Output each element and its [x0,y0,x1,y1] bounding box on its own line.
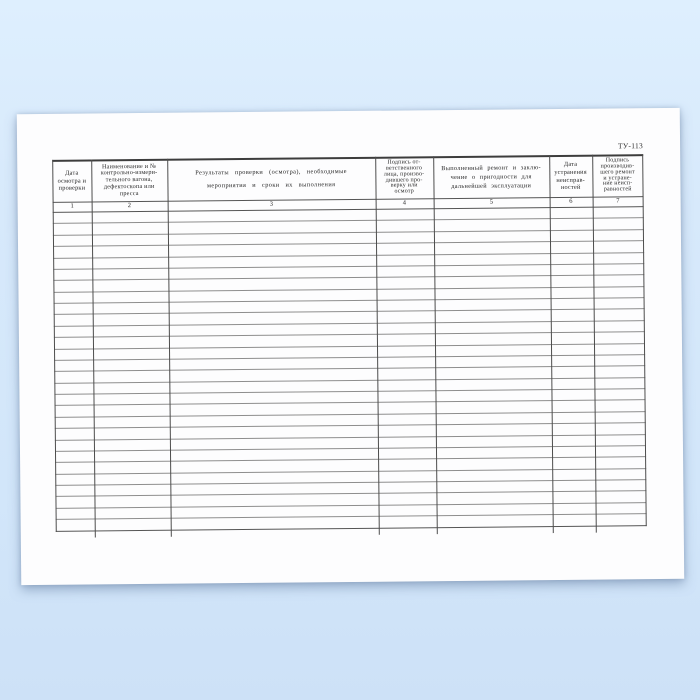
table-cell [92,269,168,280]
table-cell [434,288,551,299]
table-cell [435,379,552,390]
header-line: неисправ- [556,176,585,184]
table-body [53,207,647,531]
table-cell [550,253,593,264]
table-cell [54,394,93,405]
table-cell [436,458,553,469]
table-cell [93,371,169,382]
table-cell [93,360,169,371]
table-cell [94,439,170,450]
table-cell [433,219,550,230]
table-cell [94,496,170,507]
table-cell [93,382,169,393]
table-cell [593,332,645,343]
table-cell [55,485,94,496]
table-cell [434,322,551,333]
table-cell [56,508,95,519]
table-cell [434,299,551,310]
table-cell [168,312,377,324]
table-cell [94,428,170,439]
table-cell [594,401,646,412]
table-cell [594,412,646,423]
table-cell [168,335,377,347]
header-line: ние неисп- [602,180,633,187]
table-cell [170,460,379,472]
table-cell [435,436,552,447]
table-cell [55,417,94,428]
table-cell [95,519,171,530]
table-cell [92,212,168,223]
table-cell [550,265,593,276]
table-cell [170,517,379,529]
table-cell [435,413,552,424]
table-cell [592,219,644,230]
table-cell [92,291,168,302]
column-header-1 [52,161,91,201]
table-cell [593,275,645,286]
table-cell [55,463,94,474]
column-number-2: 2 [127,202,132,210]
table-cell [377,312,435,323]
column-number-3: 3 [269,200,274,209]
header-line: ветственного [385,164,423,172]
table-cell [551,344,594,355]
column-number-7: 7 [616,197,620,205]
header-line: осмотра и [57,177,87,185]
table-cell [376,277,434,288]
table-cell [436,504,553,515]
table-cell [378,448,436,459]
table-cell [377,300,435,311]
table-cell [168,244,377,256]
table-cell [170,494,379,506]
table-cell [53,258,92,269]
table-cell [593,298,645,309]
table-cell [552,435,595,446]
table-cell [377,334,435,345]
table-cell [378,459,436,470]
header-line: равностей [603,186,632,193]
table-cell [377,368,435,379]
table-cell [551,356,594,367]
table-cell [435,401,552,412]
table-cell [550,219,593,230]
table-cell [94,405,170,416]
table-cell [551,390,594,401]
table-cell [92,223,168,234]
table-cell [552,469,595,480]
table-cell [594,366,646,377]
table-cell [169,358,378,370]
header-line: Результаты проверки (осмотра), необходимые [195,168,347,177]
table-cell [552,447,595,458]
column-number-4: 4 [402,199,407,207]
column-number-5: 5 [489,198,494,206]
table-cell [379,505,437,516]
header-line: пресса [119,189,139,197]
table-cell [53,247,92,258]
table-cell [94,416,170,427]
table-cell [436,481,553,492]
table-cell [378,403,436,414]
header-line: устранения [554,168,587,176]
table-cell [433,208,550,219]
table-cell [54,360,93,371]
table-cell [594,378,646,389]
table-cell [551,310,594,321]
header-line: чение о пригодности для [450,173,532,181]
table-cell [551,367,594,378]
column-header-4 [375,158,433,199]
table-cell [55,474,94,485]
table-cell [434,333,551,344]
column-number-6: 6 [569,198,573,206]
header-line: дальнейшей эксплуатации [451,182,532,191]
table-cell [594,389,646,400]
table-cell [168,255,377,267]
table-cell [434,254,551,265]
table-cell [378,414,436,425]
header-line: тельного вагона, [105,175,153,184]
table-cell [53,281,92,292]
table-cell [169,369,378,381]
table-cell [593,344,645,355]
table-cell [435,424,552,435]
table-cell [168,267,377,279]
table-cell [378,437,436,448]
header-line: осмотр [394,188,415,195]
table-cell [94,485,170,496]
table-cell [167,233,376,245]
column-number-1: 1 [70,202,74,210]
header-line: верку или [390,182,418,190]
header-line: и устране- [603,174,632,182]
header-line: Дата [65,169,79,178]
table-cell [435,447,552,458]
table-cell [54,383,93,394]
table-cell [54,326,93,337]
table-cell [552,458,595,469]
table-cell [92,280,168,291]
table-cell [379,516,437,527]
table-cell [168,289,377,301]
header-line: Выполненный ремонт и заклю- [441,163,541,172]
table-cell [95,507,171,518]
table-cell [55,429,94,440]
header-line: Подпись [605,157,630,164]
table-cell [169,449,378,461]
column-header-7 [592,156,644,196]
column-header-6 [549,156,592,196]
table-cell [377,323,435,334]
table-cell [593,310,645,321]
table-cell [594,355,646,366]
table-cell [92,246,168,257]
inspection-table [52,154,647,532]
table-cell [167,221,376,233]
table-cell [55,497,94,508]
table-cell [550,287,593,298]
table-cell [169,426,378,438]
table-cell [169,403,378,415]
table-cell [93,303,169,314]
table-cell [93,394,169,405]
table-cell [168,278,377,290]
table-header-row [52,154,643,203]
column-header-3 [167,158,376,200]
table-cell [93,348,169,359]
table-cell [434,310,551,321]
form-code-label: ТУ-113 [617,141,644,151]
table-cell [170,483,379,495]
table-cell [168,323,377,335]
table-cell [376,243,434,254]
table-cell [593,287,645,298]
table-cell [376,232,434,243]
table-cell [376,209,434,220]
table-cell [376,289,434,300]
table-cell [552,401,595,412]
table-cell [378,494,436,505]
table-cell [593,241,645,252]
table-cell [170,505,379,517]
table-cell [551,378,594,389]
table-cell [593,321,645,332]
table-cell [54,338,93,349]
column-header-5 [433,157,550,198]
table-cell [552,492,595,503]
header-line: мероприятия и сроки их выполнения [206,180,336,189]
header-line: дефектоскопа или [103,182,155,191]
header-line: лица, произво- [383,170,425,178]
header-line: контрольно-измери- [100,169,158,177]
table-cell [92,235,168,246]
header-line: дившего про- [385,176,423,184]
table-cell [53,224,92,235]
table-cell [435,356,552,367]
table-cell [169,414,378,426]
table-cell [552,424,595,435]
table-cell [93,337,169,348]
table-cell [435,367,552,378]
table-cell [593,253,645,264]
table-cell [553,515,596,526]
table-cell [378,482,436,493]
table-cell [376,221,434,232]
table-cell [169,380,378,392]
header-line: Дата [563,161,578,169]
header-line: Наименование и № [101,162,157,170]
table-cell [378,425,436,436]
table-cell [434,265,551,276]
table-cell [377,391,435,402]
table-cell [553,503,596,514]
header-line: шего ремонт [600,168,635,176]
table-cell [594,423,646,434]
table-cell [55,440,94,451]
table-cell [168,301,377,313]
table-cell [594,446,646,457]
table-cell [435,390,552,401]
table-cell [378,471,436,482]
table-cell [54,372,93,383]
header-line: производив- [600,162,635,170]
table-cell [436,515,553,526]
table-cell [93,314,169,325]
table-cell [550,276,593,287]
table-cell [94,473,170,484]
table-cell [551,333,594,344]
table-cell [376,266,434,277]
table-cell [170,471,379,483]
table-cell [550,230,593,241]
table-cell [550,208,593,219]
table-cell [551,321,594,332]
table-cell [552,412,595,423]
journal-page [17,108,684,585]
table-cell [595,503,647,514]
table-cell [377,357,435,368]
table-cell [169,437,378,449]
table-cell [595,457,647,468]
table-cell [593,264,645,275]
table-cell [377,346,435,357]
table-cell [54,315,93,326]
table-cell [595,492,647,503]
table-cell [551,299,594,310]
table-cell [55,451,94,462]
table-cell [434,276,551,287]
table-cell [594,435,646,446]
table-cell [94,451,170,462]
header-line: Подпись от- [387,159,421,166]
table-cell [592,207,644,218]
table-cell [55,406,94,417]
table-cell [595,514,647,525]
table-cell [53,269,92,280]
table-cell [433,231,550,242]
table-cell [595,469,647,480]
table-cell [436,492,553,503]
table-cell [434,345,551,356]
table-cell [552,481,595,492]
table-cell [53,212,92,223]
table-cell [376,255,434,266]
table-cell [377,380,435,391]
header-line: ностей [560,183,581,192]
table-cell [53,292,92,303]
table-cell [434,242,551,253]
table-cell [56,520,95,531]
table-cell [436,470,553,481]
table-cell [595,480,647,491]
table-cell [54,349,93,360]
table-cell [94,462,170,473]
table-cell [169,346,378,358]
column-header-2 [91,160,167,201]
header-line: проверки [58,184,86,192]
table-cell [550,242,593,253]
table-cell [92,257,168,268]
table-cell [592,230,644,241]
table-cell [167,210,376,222]
table-cell [93,325,169,336]
table-cell [54,303,93,314]
table-cell [53,235,92,246]
table-cell [169,392,378,404]
